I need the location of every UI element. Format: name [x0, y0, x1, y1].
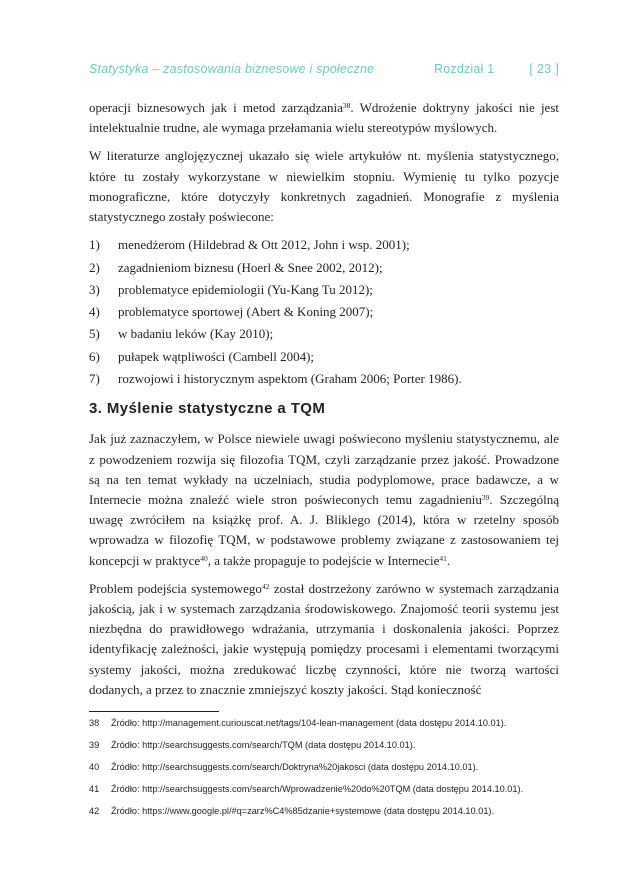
- running-head: [89, 62, 559, 82]
- list-item: [89, 369, 559, 389]
- footnote-ref-40[interactable]: 40: [200, 553, 208, 563]
- list-item-text: problematyce epidemiologii (Yu-Kang Tu 2012);: [118, 281, 373, 297]
- paragraph-1-tail: . Wdrożenie doktryny jakości nie jest intelektualnie trudne, ale wymaga przełamania wielu stereotypów myślowych.: [89, 100, 559, 136]
- list-item-number: 6): [89, 348, 100, 364]
- footnote: [89, 739, 559, 752]
- footnote-text[interactable]: Źródło: http://management.curiouscat.net/tags/104-lean-management (data dostępu 2014.10.01).: [111, 718, 507, 728]
- list-item-text: rozwojowi i historycznym aspektom (Graham 2006; Porter 1986).: [118, 371, 462, 386]
- footnote-number: 42: [89, 806, 100, 816]
- section-heading: 3. Myślenie statystyczne a TQM: [89, 400, 326, 418]
- footnote-text[interactable]: Źródło: http://searchsuggests.com/search/TQM (data dostępu 2014.10.01).: [111, 740, 416, 750]
- page-number-open-bracket: [: [529, 62, 533, 76]
- running-head-book-title: Statystyka – zastosowania biznesowe i społeczne: [89, 62, 375, 76]
- paragraph-3-text-d: .: [446, 552, 451, 568]
- paragraph-4: [89, 579, 559, 700]
- paragraph-4-text-a: Problem podejścia systemowego: [89, 580, 262, 596]
- footnote-text[interactable]: Źródło: https://www.google.pl/#q=zarz%C4%85dzanie+systemowe (data dostępu 2014.10.01).: [111, 806, 495, 816]
- paragraph-3: [89, 429, 559, 570]
- footnote: [89, 717, 559, 730]
- page-number: [529, 62, 559, 76]
- list-item-number: 3): [89, 281, 100, 297]
- paragraph-4-text-b: został dostrzeżony zarówno w systemach zarządzania jakością, jak i w systemach zarządzania środowiskowego. Znajomość teorii systemu jest niezbędna do prawidłowego wdrażania, utrzymania i doskonalenia jakości. Poprzez identyfikację zależności, jakie występują pomiędzy procesami i elementami tworzącymi systemy jakości, można zredukować liczbę czynności, które nie tworzą wartości dodanych, a przez to znacznie zmniejszyć koszty jakości. Stąd konieczność: [89, 580, 559, 697]
- list-item-number: 5): [89, 326, 100, 342]
- main-text: [89, 98, 559, 708]
- footnote-ref-39[interactable]: 39: [481, 493, 490, 503]
- footnote-ref-38[interactable]: 38: [342, 101, 351, 110]
- monograph-list: [89, 235, 559, 389]
- list-item-number: 4): [89, 304, 100, 320]
- list-item-number: 2): [89, 259, 100, 275]
- paragraph-3-text-a: Jak już zaznaczyłem, w Polsce niewiele uwagi poświecono myśleniu statystycznemu, ale z powodzeniem rozwija się filozofia TQM, czyli zarządzanie przez jakość. Prowadzone są na ten temat wykłady na uczelniach, studia podyplomowe, prace badawcze, a w Internecie można znaleźć wiele stron poświeconych temu zagadnieniu: [89, 431, 559, 508]
- footnotes: [89, 717, 559, 827]
- footnote: [89, 761, 559, 774]
- running-head-chapter: Rozdział 1: [434, 62, 495, 76]
- list-item: [89, 258, 559, 278]
- paragraph-2: W literaturze anglojęzycznej ukazało się wiele artykułów nt. myślenia statystycznego, które tu zostały wykorzystane w niewielkim stopniu. Wymienię tu tylko pozycje monograficzne, które dotyczyły konkretnych zagadnień. Monografie z myślenia statystycznego zostały poświecone:: [89, 148, 559, 225]
- paragraph-3-text-c: , a także propaguje to podejście w Internecie: [207, 552, 440, 568]
- list-item-text: pułapek wątpliwości (Cambell 2004);: [118, 348, 315, 364]
- footnote-text[interactable]: Źródło: http://searchsuggests.com/search/Wprowadzenie%20do%20TQM (data dostępu 2014.10.01).: [111, 784, 524, 794]
- footnote-number: 38: [89, 718, 100, 728]
- footnote-ref-42[interactable]: 42: [261, 581, 270, 591]
- list-item: [89, 235, 559, 255]
- list-item: [89, 347, 559, 367]
- list-item-text: problematyce sportowej (Abert & Koning 2007);: [118, 304, 374, 320]
- page-number-value: 23: [537, 62, 552, 76]
- list-item-text: w badaniu leków (Kay 2010);: [118, 326, 274, 342]
- footnote: [89, 783, 559, 796]
- footnote-separator: [89, 711, 219, 712]
- list-item-text: zagadnieniom biznesu (Hoerl & Snee 2002, 2012);: [118, 259, 383, 275]
- list-item-number: 1): [89, 237, 100, 253]
- footnote: [89, 805, 559, 818]
- footnote-number: 41: [89, 784, 100, 794]
- paragraph-3-text-b: . Szczególną uwagę zwróciłem na książkę prof. A. J. Bliklego (2014), która w rzetelny sposób wprowadza w filozofię TQM, w podstawowe problemy związane z zastosowaniem tej koncepcji w praktyce: [89, 492, 559, 568]
- footnote-number: 40: [89, 762, 100, 772]
- list-item-number: 7): [89, 371, 100, 386]
- paragraph-1: [89, 98, 559, 138]
- page-number-close-bracket: ]: [555, 62, 559, 76]
- list-item-text: menedżerom (Hildebrad & Ott 2012, John i wsp. 2001);: [118, 237, 410, 253]
- list-item: [89, 324, 559, 344]
- list-item: [89, 280, 559, 300]
- footnote-text[interactable]: Źródło: http://searchsuggests.com/search/Doktryna%20jakosci (data dostępu 2014.10.01).: [111, 762, 479, 772]
- paragraph-1-text: operacji biznesowych jak i metod zarządzania: [89, 100, 343, 115]
- footnote-ref-41[interactable]: 41: [439, 553, 447, 563]
- footnote-number: 39: [89, 740, 100, 750]
- list-item: [89, 302, 559, 322]
